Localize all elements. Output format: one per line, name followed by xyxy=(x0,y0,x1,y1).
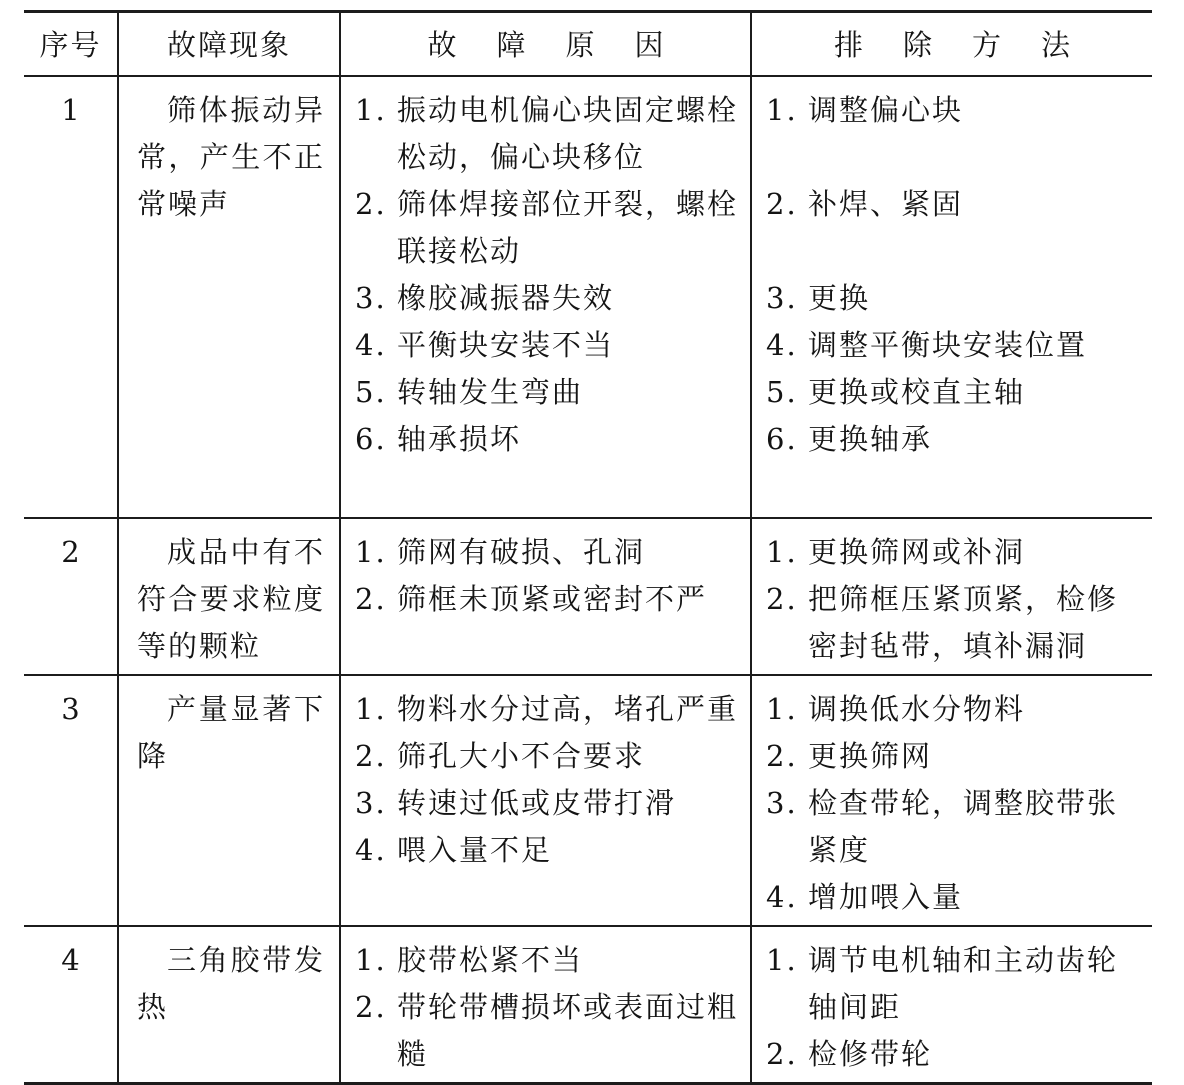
row-remedies xyxy=(751,76,1152,518)
row-symptom: 成品中有不符合要求粒度等的颗粒 xyxy=(118,518,340,675)
remedy-item: 2. 检修带轮 xyxy=(766,1036,933,1071)
remedy-item: 1. 调节电机轴和主动齿轮轴间距 xyxy=(766,942,1119,1024)
remedy-item: 1. 更换筛网或补洞 xyxy=(766,534,1026,569)
table-header-row xyxy=(24,12,1152,76)
header-index: 序号 xyxy=(24,12,118,76)
row-remedies xyxy=(751,518,1152,675)
cause-item: 1. 筛网有破损、孔洞 xyxy=(355,534,646,569)
remedy-item: 3. 检查带轮，调整胶带张紧度 xyxy=(766,785,1119,867)
header-cause: 故障原因 xyxy=(340,12,751,76)
cause-item: 2. 筛孔大小不合要求 xyxy=(355,738,646,773)
remedy-item: 6. 更换轴承 xyxy=(766,421,933,456)
cause-item: 3. 转速过低或皮带打滑 xyxy=(355,785,677,820)
remedy-item: 3. 更换 xyxy=(766,280,871,315)
cause-item: 3. 橡胶减振器失效 xyxy=(355,280,615,315)
cause-item: 5. 转轴发生弯曲 xyxy=(355,374,584,409)
row-causes xyxy=(340,518,751,675)
remedy-item: 2. 补焊、紧固 xyxy=(766,186,964,221)
row-index: 1 xyxy=(24,76,118,518)
row-causes xyxy=(340,76,751,518)
table-row xyxy=(24,76,1152,518)
row-index: 4 xyxy=(24,926,118,1084)
remedy-item: 5. 更换或校直主轴 xyxy=(766,374,1026,409)
fault-table-sheet xyxy=(24,10,1152,1085)
row-symptom: 筛体振动异常，产生不正常噪声 xyxy=(118,76,340,518)
cause-item: 1. 振动电机偏心块固定螺栓松动，偏心块移位 xyxy=(355,92,739,174)
remedy-item: 1. 调换低水分物料 xyxy=(766,691,1026,726)
row-symptom: 产量显著下降 xyxy=(118,675,340,926)
cause-item: 2. 筛框未顶紧或密封不严 xyxy=(355,581,708,616)
table-row xyxy=(24,518,1152,675)
header-symptom: 故障现象 xyxy=(118,12,340,76)
remedy-item: 4. 调整平衡块安装位置 xyxy=(766,327,1088,362)
row-index: 2 xyxy=(24,518,118,675)
cause-item: 2. 筛体焊接部位开裂，螺栓联接松动 xyxy=(355,186,739,268)
fault-diagnosis-table xyxy=(24,10,1152,1085)
row-remedies xyxy=(751,675,1152,926)
cause-item: 1. 物料水分过高，堵孔严重 xyxy=(355,691,739,726)
remedy-item: 1. 调整偏心块 xyxy=(766,92,964,127)
table-row xyxy=(24,926,1152,1084)
row-causes xyxy=(340,675,751,926)
row-index: 3 xyxy=(24,675,118,926)
cause-item: 4. 喂入量不足 xyxy=(355,832,553,867)
cause-item: 6. 轴承损坏 xyxy=(355,421,522,456)
row-symptom: 三角胶带发热 xyxy=(118,926,340,1084)
cause-item: 1. 胶带松紧不当 xyxy=(355,942,584,977)
row-causes xyxy=(340,926,751,1084)
remedy-item: 2. 把筛框压紧顶紧，检修密封毡带，填补漏洞 xyxy=(766,581,1119,663)
row-remedies xyxy=(751,926,1152,1084)
remedy-item: 2. 更换筛网 xyxy=(766,738,933,773)
table-row xyxy=(24,675,1152,926)
cause-item: 4. 平衡块安装不当 xyxy=(355,327,615,362)
remedy-item: 4. 增加喂入量 xyxy=(766,879,964,914)
header-remedy: 排除方法 xyxy=(751,12,1152,76)
cause-item: 2. 带轮带槽损坏或表面过粗糙 xyxy=(355,989,739,1071)
